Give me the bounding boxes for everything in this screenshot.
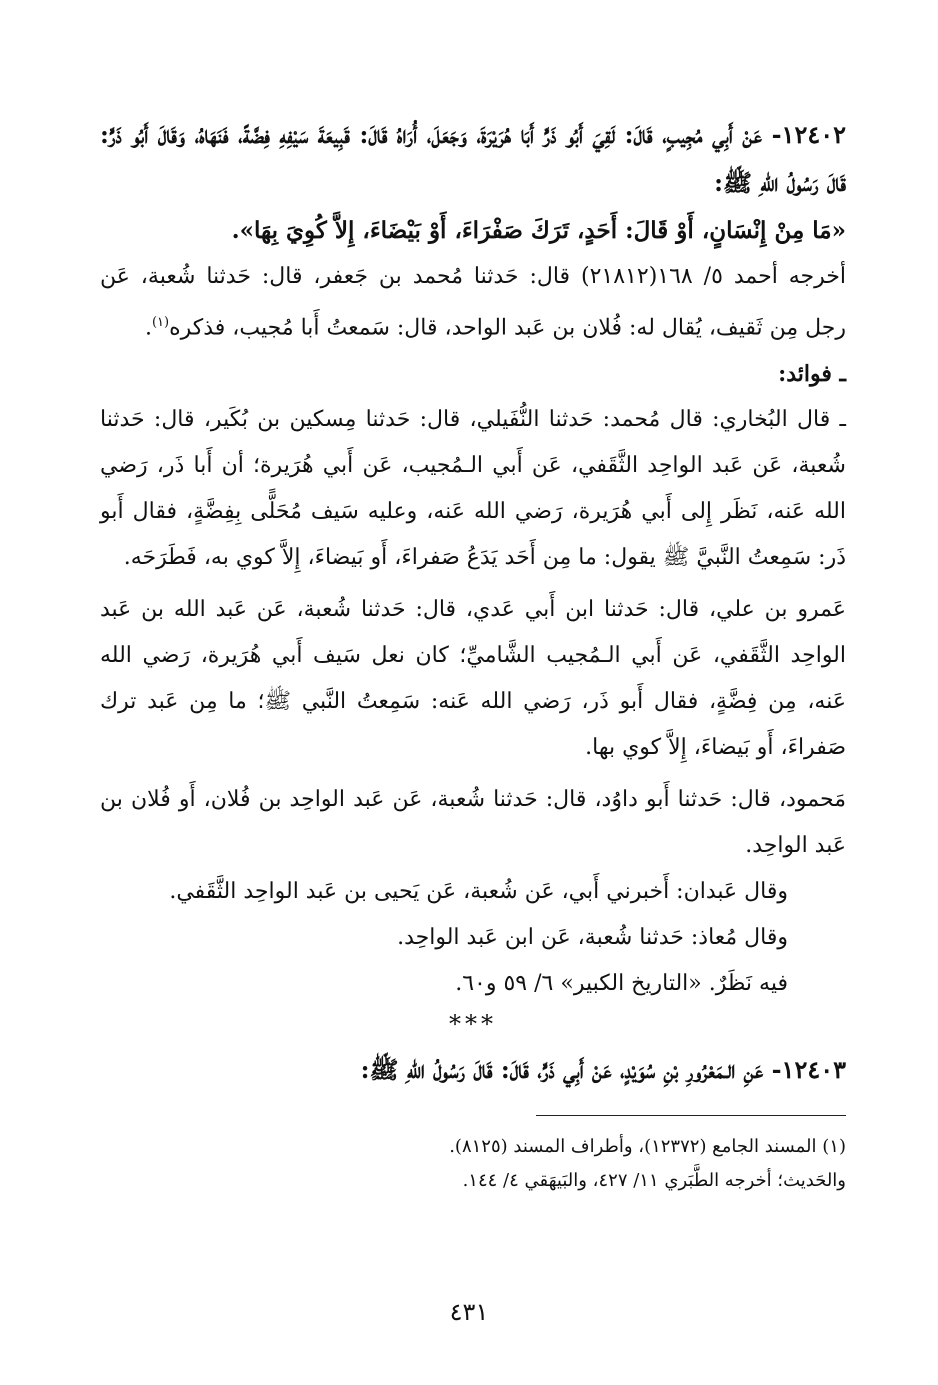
- takhrij-paragraph: [100, 254, 846, 351]
- page-number: ٤٣١: [449, 1298, 489, 1326]
- section-separator: ***: [449, 1010, 497, 1039]
- footnote-ref: (١): [151, 315, 170, 330]
- nazar-paragraph: فيه نَظَرٌ. «التاريخ الكبير» ٦/ ٥٩ و٦٠.: [455, 971, 788, 997]
- hadith-quote: «مَا مِنْ إِنْسَانٍ، أَوْ قَالَ: أَحَدٍ، تَرَكَ صَفْرَاءَ، أَوْ بَيْضَاءَ، إِلاَّ كُوِيَ بِهَا».: [231, 217, 846, 244]
- bukhari-paragraph: ـ قال البُخاري: قال مُحمد: حَدثنا النُّفَيلي، قال: حَدثنا مِسكين بن بُكَير، قال: حَدثنا شُعبة، عَن عَبد الواحِد الثَّقَفي، عَن أَبي الـمُجيب، عَن أَبي هُرَيرة؛ أن أَبا ذَر، رَضي الله عَنه، نَظَر إِلى أَبي هُرَيرة، رَضي الله عَنه، وعليه سَيف مُحَلًّى بِفِضَّةٍ، فقال أَبو ذَر: سَمِعتُ النَّبيَّ ﷺ يقول: ما مِن أَحَد يَدَعُ صَفراءَ، أَو بَيضاءَ، إِلاَّ كوي به، فَطَرَحَه.: [100, 407, 846, 571]
- footnote-line-1: (١) المسند الجامع (١٢٣٧٢)، وأطراف المسند (٨١٢٥).: [449, 1136, 846, 1158]
- footnote-line-2: والحَديث؛ أخرجه الطَّبَري ١١/ ٤٢٧، والبَيهَقي ٤/ ١٤٤.: [462, 1170, 846, 1192]
- hadith-number: ١٢٤٠٢: [781, 120, 846, 149]
- hadith-12402: [100, 112, 846, 208]
- abdan-paragraph: وقال عَبدان: أَخبرني أَبي، عَن شُعبة، عَن يَحيى بن عَبد الواحِد الثَّقَفي.: [169, 879, 788, 905]
- amr-paragraph: عَمرو بن علي، قال: حَدثنا ابن أَبي عَدي، قال: حَدثنا شُعبة، عَن عَبد الله بن عَبد الواحِد الثَّقَفي، عَن أَبي الـمُجيب الشَّاميِّ؛ كان نعل سَيف أَبي هُرَيرة، رَضي الله عَنه، مِن فِضَّةٍ، فقال أَبو ذَر، رَضي الله عَنه: سَمِعتُ النَّبي ﷺ؛ ما مِن عَبد ترك صَفراءَ، أَو بَيضاءَ، إِلاَّ كوي بها.: [100, 597, 846, 761]
- fawaid-label: ـ فوائد:: [778, 361, 846, 388]
- hadith-number-12403: ١٢٤٠٣: [781, 1055, 846, 1085]
- hadith-text: - عَنْ أَبِي مُجِيبٍ، قَالَ: لَقِيَ أَبُو ذَرٍّ أَبَا هُرَيْرَةَ، وَجَعَلَ، أُرَاهُ قَالَ: قَبِيعَةَ سَيْفِهِ فِضَّةً، فَنَهَاهُ، وَقَالَ أَبُو ذَرٍّ: قَالَ رَسُولُ اللهِ ﷺ:: [100, 120, 846, 197]
- muadh-paragraph: وقال مُعاذ: حَدثنا شُعبة، عَن ابن عَبد الواحِد.: [397, 925, 788, 951]
- page-body: [100, 112, 846, 1345]
- takhrij-text: أخرجه أحمد ٥/ ١٦٨(٢١٨١٢) قال: حَدثنا مُحمد بن جَعفر، قال: حَدثنا شُعبة، عَن رجل مِن ثَقيف، يُقال له: فُلان بن عَبد الواحد، قال: سَمعتُ أَبا مُجيب، فذكره: [100, 264, 847, 341]
- footnote-divider: [536, 1115, 846, 1116]
- hadith-text-12403: - عَنِ الـمَعْرُورِ بْنِ سُوَيْدٍ، عَنْ أَبِي ذَرٍّ، قَالَ: قَالَ رَسُولُ اللهِ ﷺ:: [360, 1055, 782, 1085]
- mahmud-paragraph: مَحمود، قال: حَدثنا أَبو داوُد، قال: حَدثنا شُعبة، عَن عَبد الواحِد بن فُلان، أَو فُلان بن عَبد الواحِد.: [100, 787, 846, 859]
- takhrij-end: .: [144, 315, 152, 341]
- hadith-12403: [100, 1047, 846, 1095]
